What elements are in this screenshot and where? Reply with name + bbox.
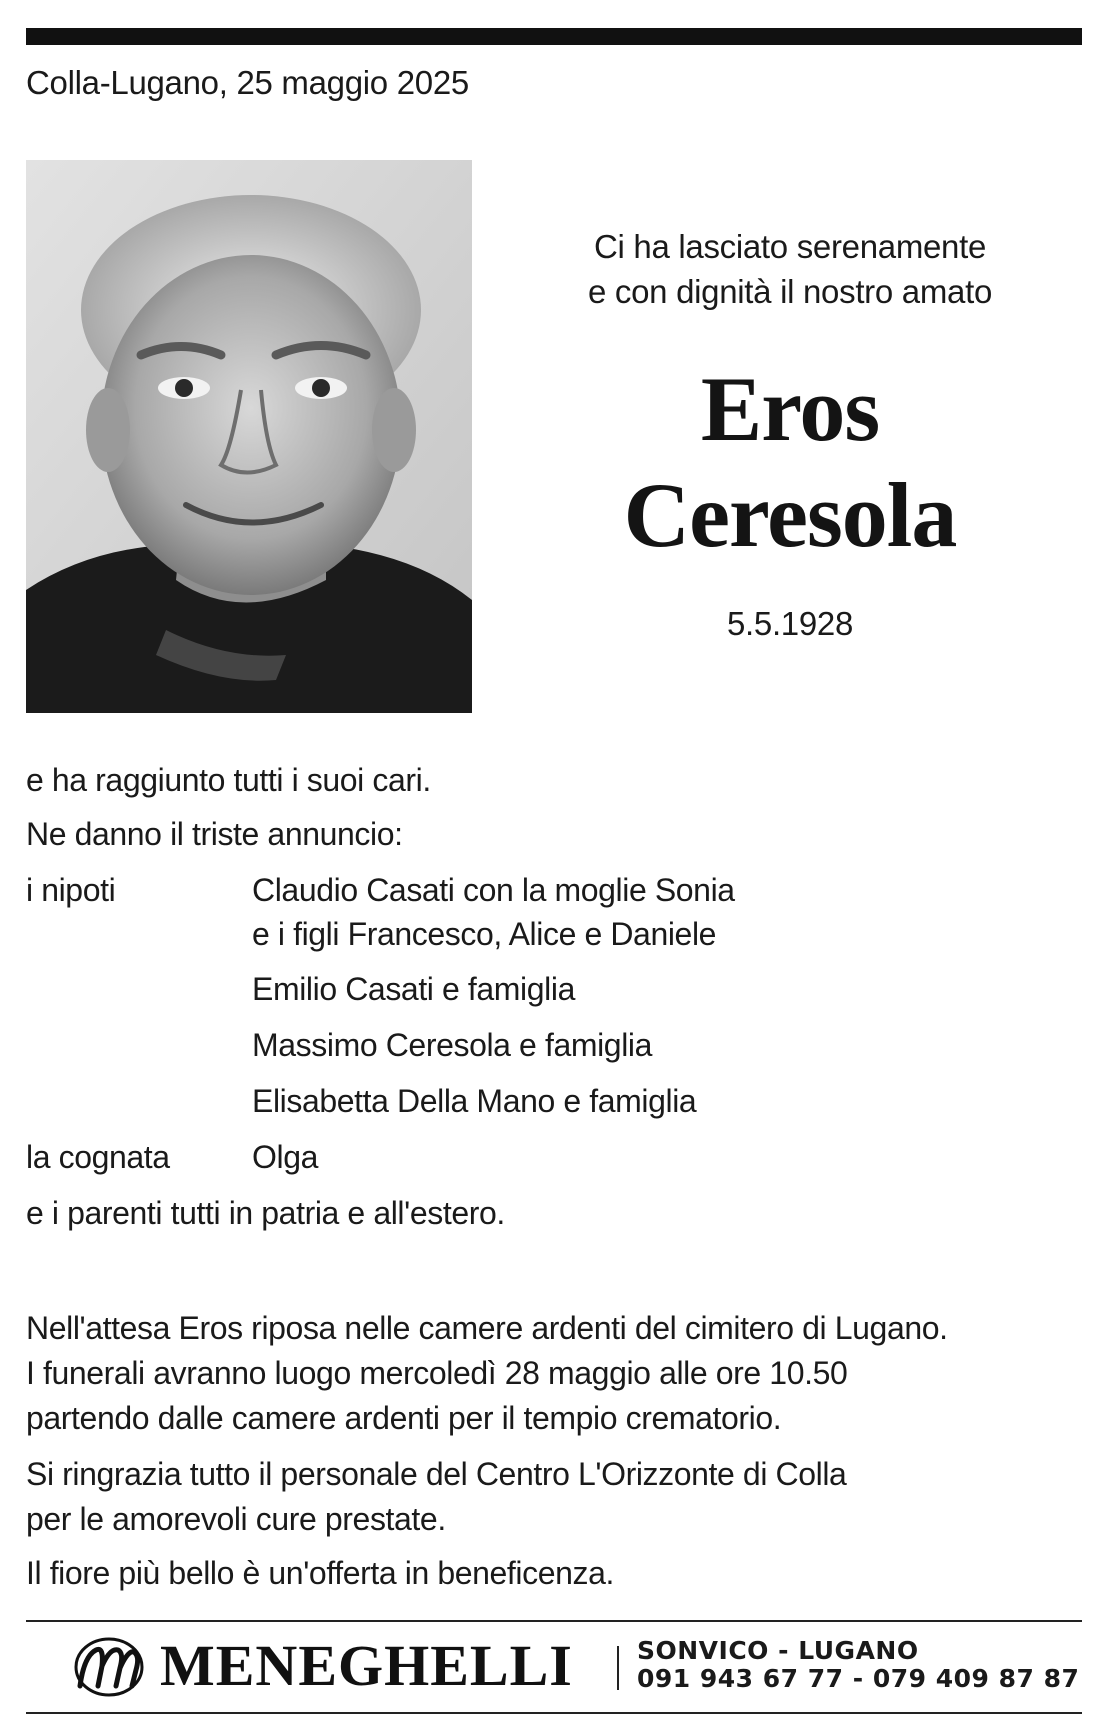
mourner-role: i nipoti (26, 872, 116, 908)
reached-line: e ha raggiunto tutti i suoi cari. (26, 762, 431, 798)
portrait-illustration (26, 160, 472, 713)
birth-date: 5.5.1928 (726, 605, 854, 642)
dateline: Colla-Lugano, 25 maggio 2025 (26, 64, 469, 101)
paragraph-line: Si ringrazia tutto il personale del Centro L'Orizzonte di Colla (26, 1456, 847, 1492)
intro-text (540, 224, 1040, 314)
charity-paragraph (26, 1551, 614, 1596)
mourner-name: e i figli Francesco, Alice e Daniele (252, 916, 717, 952)
mourner-name: Emilio Casati e famiglia (252, 971, 575, 1007)
last-name: Ceresola (623, 464, 957, 566)
mourner-name: Massimo Ceresola e famiglia (252, 1027, 653, 1063)
mourner-name: Elisabetta Della Mano e famiglia (252, 1083, 697, 1119)
first-name: Eros (700, 358, 880, 460)
thanks-paragraph (26, 1452, 846, 1542)
footer-rule-bottom (26, 1712, 1082, 1714)
funeral-home-location: SONVICO - LUGANO (637, 1636, 919, 1665)
intro-line: e con dignità il nostro amato (587, 273, 993, 310)
mourner-role: la cognata (26, 1139, 170, 1175)
meneghelli-logo-icon (74, 1636, 144, 1698)
paragraph-line: per le amorevoli cure prestate. (26, 1501, 446, 1537)
paragraph-line: partendo dalle camere ardenti per il tempio crematorio. (26, 1400, 782, 1436)
funeral-paragraph (26, 1306, 948, 1441)
mourner-name: Olga (252, 1139, 318, 1175)
announce-line: Ne danno il triste annuncio: (26, 816, 403, 852)
funeral-home-phones: 091 943 67 77 - 079 409 87 87 (637, 1664, 1080, 1693)
paragraph-line: Il fiore più bello è un'offerta in beneficenza. (26, 1555, 615, 1591)
footer-rule-top (26, 1620, 1082, 1622)
relatives-line: e i parenti tutti in patria e all'estero. (26, 1195, 505, 1231)
top-rule (26, 28, 1082, 45)
mourner-name: Claudio Casati con la moglie Sonia (252, 872, 735, 908)
intro-line: Ci ha lasciato serenamente (593, 228, 987, 265)
portrait-photo (26, 160, 472, 713)
paragraph-line: I funerali avranno luogo mercoledì 28 maggio alle ore 10.50 (26, 1355, 848, 1391)
footer-divider (617, 1646, 619, 1690)
paragraph-line: Nell'attesa Eros riposa nelle camere ardenti del cimitero di Lugano. (26, 1310, 948, 1346)
deceased-name (540, 356, 1040, 568)
funeral-home-brand: MENEGHELLI (160, 1633, 573, 1698)
